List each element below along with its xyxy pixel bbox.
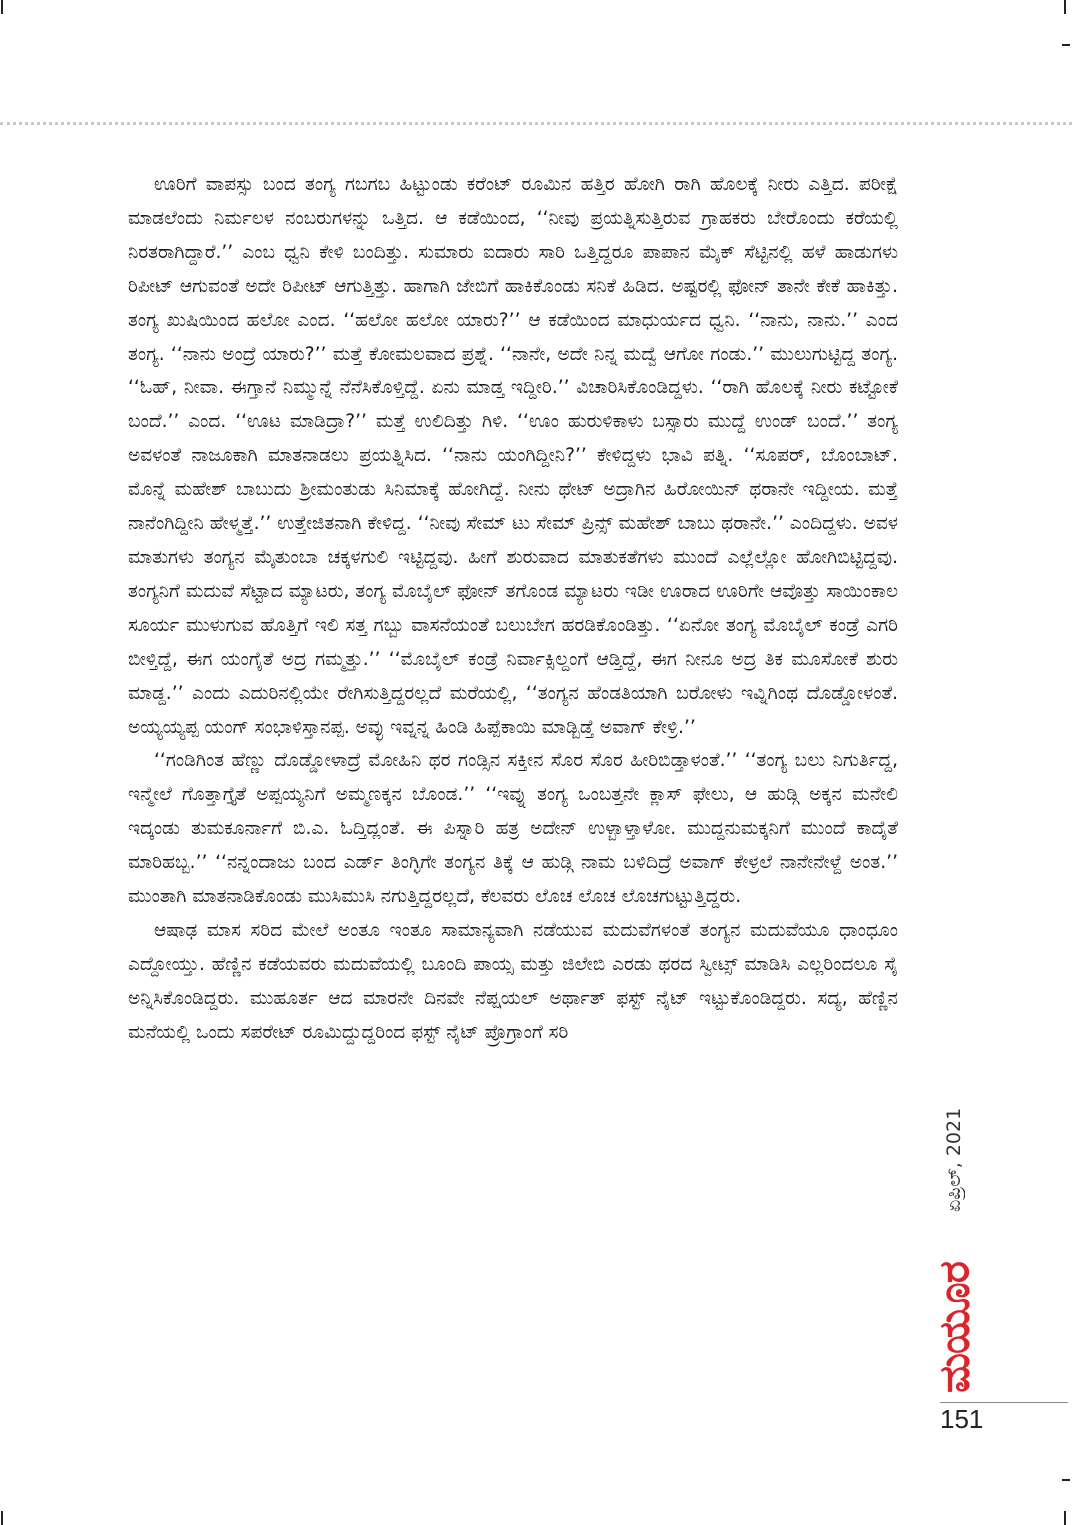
issue-date: ಏಪ್ರಿಲ್, 2021: [943, 1107, 965, 1213]
page-number: 151: [940, 1404, 984, 1434]
crop-mark-right-upper: [1062, 44, 1070, 46]
article-paragraph-1: ಊರಿಗೆ ವಾಪಸ್ಸು ಬಂದ ತಂಗ್ಯ ಗಬಗಬ ಹಿಟ್ಟುಂಡು ಕರೆಂಟ್ ರೂಮಿನ ಹತ್ತಿರ ಹೋಗಿ ರಾಗಿ ಹೊಲಕ್ಕೆ ನೀರು ಎತ್ತಿದ. ಪರೀಕ್ಷೆ ಮಾಡಲೆಂದು ನಿರ್ಮಲಳ ನಂಬರುಗಳನ್ನು ಒತ್ತಿದ. ಆ ಕಡೆಯಿಂದ, ‘‘ನೀವು ಪ್ರಯತ್ನಿಸುತ್ತಿರುವ ಗ್ರಾಹಕರು ಬೇರೊಂದು ಕರೆಯಲ್ಲಿ ನಿರತರಾಗಿದ್ದಾರೆ.’’ ಎಂಬ ಧ್ವನಿ ಕೇಳಿ ಬಂದಿತ್ತು. ಸುಮಾರು ಐದಾರು ಸಾರಿ ಒತ್ತಿದ್ದರೂ ಪಾಪಾನ ಮೈಕ್ ಸೆಟ್ಟಿನಲ್ಲಿ ಹಳೆ ಹಾಡುಗಳು ರಿಪೀಟ್ ಆಗುವಂತೆ ಅದೇ ರಿಪೀಟ್ ಆಗುತ್ತಿತ್ತು. ಹಾಗಾಗಿ ಜೇಬಿಗೆ ಹಾಕಿಕೊಂಡು ಸನಿಕೆ ಹಿಡಿದ. ಅಷ್ಟರಲ್ಲಿ ಫೋನ್ ತಾನೇ ಕೇಕೆ ಹಾಕಿತ್ತು. ತಂಗ್ಯ ಖುಷಿಯಿಂದ ಹಲೋ ಎಂದ. ‘‘ಹಲೋ ಹಲೋ ಯಾರು?’’ ಆ ಕಡೆಯಿಂದ ಮಾಧುರ್ಯದ ಧ್ವನಿ. ‘‘ನಾನು, ನಾನು.’’ ಎಂದ ತಂಗ್ಯ. ‘‘ನಾನು ಅಂದ್ರೆ ಯಾರು?’’ ಮತ್ತೆ ಕೋಮಲವಾದ ಪ್ರಶ್ನೆ. ‘‘ನಾನೇ, ಅದೇ ನಿನ್ನ ಮದ್ವೆ ಆಗೋ ಗಂಡು.’’ ಮುಲುಗುಟ್ಟಿದ್ದ ತಂಗ್ಯ. ‘‘ಓಹ್, ನೀವಾ. ಈಗ್ತಾನೆ ನಿಮ್ಮುನ್ನೆ ನೆನೆಸಿಕೊಳ್ತಿದ್ದೆ. ಏನು ಮಾಡ್ತ ಇದ್ದೀರಿ.’’ ವಿಚಾರಿಸಿಕೊಂಡಿದ್ದಳು. ‘‘ರಾಗಿ ಹೊಲಕ್ಕೆ ನೀರು ಕಟ್ಟೋಕೆ ಬಂದೆ.’’ ಎಂದ. ‘‘ಊಟ ಮಾಡಿದ್ರಾ?’’ ಮತ್ತೆ ಉಲಿದಿತ್ತು ಗಿಳಿ. ‘‘ಊಂ ಹುರುಳಿಕಾಳು ಬಸ್ಸಾರು ಮುದ್ದೆ ಉಂಡ್ ಬಂದೆ.’’ ತಂಗ್ಯ ಅವಳಂತೆ ನಾಜೂಕಾಗಿ ಮಾತನಾಡಲು ಪ್ರಯತ್ನಿಸಿದ. ‘‘ನಾನು ಯಂಗಿದ್ದೀನಿ?’’ ಕೇಳಿದ್ದಳು ಭಾವಿ ಪತ್ನಿ. ‘‘ಸೂಪರ್, ಬೊಂಬಾಟ್. ಮೊನ್ನೆ ಮಹೇಶ್ ಬಾಬುದು ಶ್ರೀಮಂತುಡು ಸಿನಿಮಾಕ್ಕೆ ಹೋಗಿದ್ದೆ. ನೀನು ಥೇಟ್ ಅದ್ರಾಗಿನ ಹಿರೋಯಿನ್ ಥರಾನೇ ಇದ್ದೀಯ. ಮತ್ತೆ ನಾನೆಂಗಿದ್ದೀನಿ ಹೇಳ್ಮತ್ತೆ.’’ ಉತ್ತೇಜಿತನಾಗಿ ಕೇಳಿದ್ದ. ‘‘ನೀವು ಸೇಮ್ ಟು ಸೇಮ್ ಪ್ರಿನ್ಸ್ ಮಹೇಶ್ ಬಾಬು ಥರಾನೇ.’’ ಎಂದಿದ್ದಳು. ಅವಳ ಮಾತುಗಳು ತಂಗ್ಯನ ಮೈತುಂಬಾ ಚಕ್ಕಳಗುಲಿ ಇಟ್ಟಿದ್ದವು. ಹೀಗೆ ಶುರುವಾದ ಮಾತುಕತೆಗಳು ಮುಂದೆ ಎಲ್ಲೆಲ್ಲೋ ಹೋಗಿಬಿಟ್ಟಿದ್ದವು. ತಂಗ್ಯನಿಗೆ ಮದುವೆ ಸೆಟ್ಟಾದ ಮ್ಯಾಟರು, ತಂಗ್ಯ ಮೊಬೈಲ್ ಫೋನ್ ತಗೊಂಡ ಮ್ಯಾಟರು ಇಡೀ ಊರಾದ ಊರಿಗೇ ಆವೊತ್ತು ಸಾಯಿಂಕಾಲ ಸೂರ್ಯ ಮುಳುಗುವ ಹೊತ್ತಿಗೆ ಇಲಿ ಸತ್ತ ಗಬ್ಬು ವಾಸನೆಯಂತೆ ಬಲುಬೇಗ ಹರಡಿಕೊಂಡಿತ್ತು. ‘‘ಏನೋ ತಂಗ್ಯ ಮೊಬೈಲ್ ಕಂಡ್ರೆ ಎಗರಿ ಬೀಳ್ತಿದ್ದೆ, ಈಗ ಯಂಗೈತೆ ಅದ್ರ ಗಮ್ಮತ್ತು.’’ ‘‘ಮೊಬೈಲ್ ಕಂಡ್ರೆ ನಿರ್ವಾಕ್ಸಿಲ್ದಂಗೆ ಆಡ್ತಿದ್ದೆ, ಈಗ ನೀನೂ ಅದ್ರ ತಿಕ ಮೂಸೋಕೆ ಶುರು ಮಾಡ್ದ.’’ ಎಂದು ಎದುರಿನಲ್ಲಿಯೇ ರೇಗಿಸುತ್ತಿದ್ದರಲ್ಲದೆ ಮರೆಯಲ್ಲಿ, ‘‘ತಂಗ್ಯನ ಹೆಂಡತಿಯಾಗಿ ಬರೋಳು ಇವ್ನಿಗಿಂಥ ದೊಡ್ಡೋಳಂತೆ. ಅಯ್ಯಯ್ಯಪ್ಪ ಯಂಗ್ ಸಂಭಾಳಿಸ್ತಾನಪ್ಪ. ಅವ್ಳು ಇವ್ನನ್ನ ಹಿಂಡಿ ಹಿಪ್ಪೆಕಾಯಿ ಮಾಡ್ಬಿಡ್ತೆ ಅವಾಗ್ ಕೇಳ್ರಿ.’’: [128, 174, 898, 738]
article-paragraph-2: ‘‘ಗಂಡಿಗಿಂತ ಹೆಣ್ಣು ದೊಡ್ಡೋಳಾದ್ರೆ ಮೋಹಿನಿ ಥರ ಗಂಡ್ಸಿನ ಸಕ್ತೀನ ಸೊರ ಸೊರ ಹೀರಿಬಿಡ್ತಾಳಂತೆ.’’ ‘‘ತಂಗ್ಯ ಬಲು ನಿಗುರ್ತಿದ್ದ, ಇನ್ಮೇಲೆ ಗೊತ್ತಾಗ್ತೈತೆ ಅಪ್ಪಯ್ಯನಿಗೆ ಅಮ್ಮಣಕ್ಕನ ಬೊಂಡ.’’ ‘‘ಇವ್ನು ತಂಗ್ಯ ಒಂಬತ್ತನೇ ಕ್ಲಾಸ್ ಫೇಲು, ಆ ಹುಡ್ಗಿ ಅಕ್ಕನ ಮನೇಲಿ ಇದ್ಕಂಡು ತುಮಕೂರ್ನಾಗೆ ಬಿ.ಎ. ಓದ್ತಿದ್ಲಂತೆ. ಈ ಪಿಸ್ನಾರಿ ಹತ್ರ ಅದೇನ್ ಉಳ್ಬಾಳ್ತಾಳೋ. ಮುದ್ದನುಮಕ್ಕನಿಗೆ ಮುಂದೆ ಕಾದೈತೆ ಮಾರಿಹಬ್ಬ.’’ ‘‘ನನ್ನಂದಾಜು ಬಂದ ಎರ್ಡ್ ತಿಂಗ್ಳಿಗೇ ತಂಗ್ಯನ ತಿಕ್ಕೆ ಆ ಹುಡ್ಗಿ ನಾಮ ಬಳಿದಿದ್ರೆ ಅವಾಗ್ ಕೇಳ್ರಲೆ ನಾನೇನೇಳ್ದೆ ಅಂತ.’’ ಮುಂತಾಗಿ ಮಾತನಾಡಿಕೊಂಡು ಮುಸಿಮುಸಿ ನಗುತ್ತಿದ್ದರಲ್ಲದೆ, ಕೆಲವರು ಲೊಚ ಲೊಚ ಲೊಚಗುಟ್ಟುತ್ತಿದ್ದರು.: [128, 750, 898, 908]
magazine-logo: ಮಯೂರ: [929, 1262, 979, 1394]
crop-mark-top-right: [1064, 0, 1066, 14]
article-body: [128, 168, 898, 1398]
crop-mark-right-lower: [1062, 1479, 1070, 1481]
article-paragraph-3: ಆಷಾಢ ಮಾಸ ಸರಿದ ಮೇಲೆ ಅಂತೂ ಇಂತೂ ಸಾಮಾನ್ಯವಾಗಿ ನಡೆಯುವ ಮದುವೆಗಳಂತೆ ತಂಗ್ಯನ ಮದುವೆಯೂ ಧಾಂಧೂಂ ಎದ್ದೋಯ್ತು. ಹೆಣ್ಣಿನ ಕಡೆಯವರು ಮದುವೆಯಲ್ಲಿ ಬೂಂದಿ ಪಾಯ್ಸ ಮತ್ತು ಜಿಲೇಬಿ ಎರಡು ಥರದ ಸ್ವೀಟ್ಸ್ ಮಾಡಿಸಿ ಎಲ್ಲರಿಂದಲೂ ಸೈ ಅನ್ನಿಸಿಕೊಂಡಿದ್ದರು. ಮುಹೂರ್ತ ಆದ ಮಾರನೇ ದಿನವೇ ನೆಪ್ಷಯಲ್ ಅರ್ಥಾತ್ ಫಸ್ಟ್ ನೈಟ್ ಇಟ್ಟುಕೊಂಡಿದ್ದರು. ಸದ್ಯ, ಹೆಣ್ಣಿನ ಮನೆಯಲ್ಲಿ ಒಂದು ಸಪರೇಟ್ ರೂಮಿದ್ದುದ್ದರಿಂದ ಫಸ್ಟ್ ನೈಟ್ ಪ್ರೊಗ್ರಾಂಗೆ ಸರಿ: [128, 919, 898, 1043]
crop-mark-top-left: [1, 0, 3, 14]
crop-mark-bottom-right: [1064, 1511, 1066, 1525]
folio-rule: [940, 1402, 1068, 1403]
header-dotted-rule: [0, 122, 1072, 125]
side-strip: [928, 1100, 980, 1430]
crop-mark-bottom-left: [1, 1511, 3, 1525]
